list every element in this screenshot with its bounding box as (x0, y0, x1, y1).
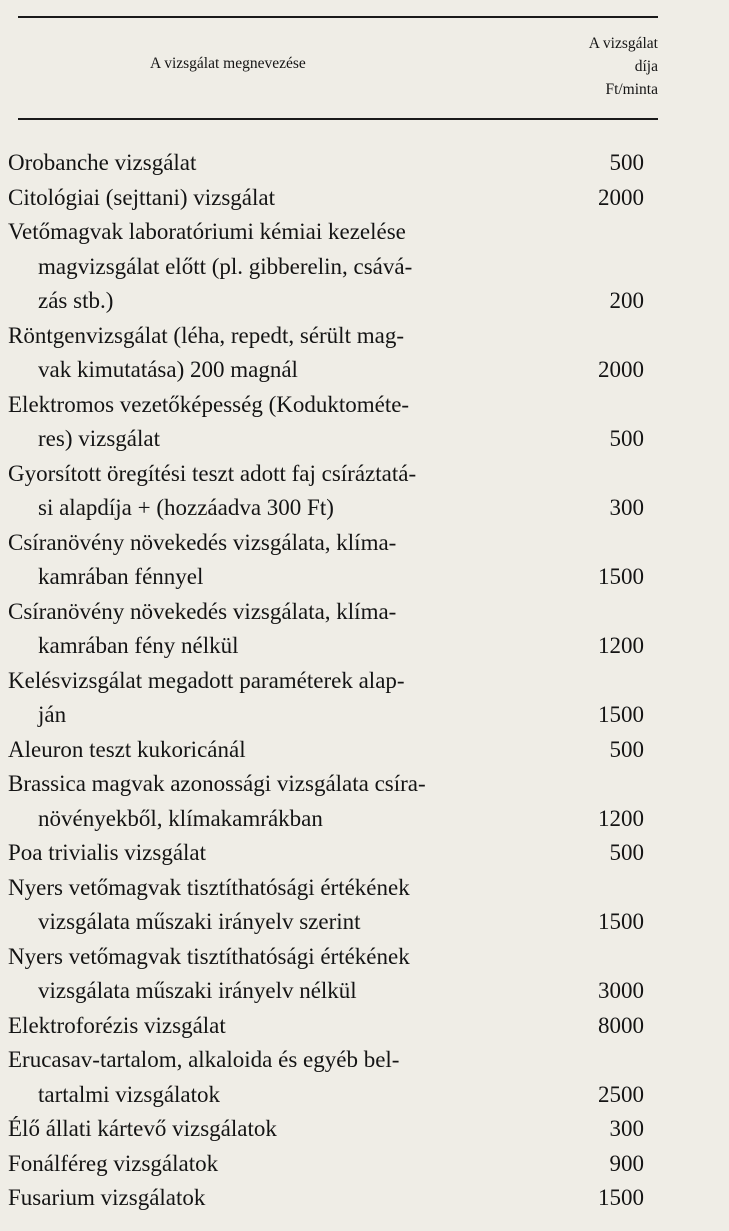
table-row (0, 595, 729, 664)
table-row (0, 733, 729, 768)
test-name-line: Vetőmagvak laboratóriumi kémiai kezelése (8, 219, 406, 244)
test-fee: 1500 (598, 909, 644, 934)
column-header-fee-line: Ft/minta (605, 81, 658, 98)
test-name-line: ján (38, 702, 67, 727)
column-header-name: A vizsgálat megnevezése (150, 55, 306, 72)
test-name-line: res) vizsgálat (38, 426, 160, 451)
test-name-line: Kelésvizsgálat megadott paraméterek alap- (8, 667, 405, 693)
test-name-line: Röntgenvizsgálat (léha, repedt, sérült mag- (8, 322, 404, 348)
test-name-line: Csíranövény növekedés vizsgálata, klíma- (8, 598, 397, 624)
table-row (0, 940, 729, 1009)
test-fee: 8000 (598, 1012, 644, 1038)
test-name (8, 146, 528, 181)
test-fee: 200 (609, 288, 644, 313)
test-fee: 1500 (598, 564, 644, 589)
test-name (8, 1009, 528, 1044)
test-name (8, 836, 528, 871)
test-name-line: Fusarium vizsgálatok (8, 1185, 206, 1210)
test-name-line: Elektromos vezetőképesség (Koduktométe- (8, 391, 410, 417)
test-name-line: Brassica magvak azonossági vizsgálata csíra- (8, 771, 426, 796)
table-row (0, 1043, 729, 1112)
test-name (8, 767, 528, 836)
test-name (8, 1043, 528, 1112)
test-name-line: kamrában fénnyel (38, 564, 204, 589)
table-row (0, 836, 729, 871)
header-bottom-rule (18, 118, 658, 120)
table-row (0, 526, 729, 595)
test-fee: 500 (609, 736, 644, 762)
test-name-line: vizsgálata műszaki irányelv nélkül (38, 978, 357, 1003)
header-top-rule (18, 16, 658, 18)
test-name-line: Nyers vetőmagvak tisztíthatósági értékének (8, 874, 410, 900)
table-row (0, 319, 729, 388)
table-row (0, 1147, 729, 1182)
table-row (0, 1009, 729, 1044)
test-name (8, 595, 528, 664)
test-name (8, 664, 528, 733)
test-name-line: vak kimutatása) 200 magnál (38, 357, 298, 382)
test-name-line: Erucasav-tartalom, alkaloida és egyéb bel- (8, 1047, 400, 1072)
column-header-fee-line: díja (634, 58, 658, 75)
test-name-line: növényekből, klímakamrákban (38, 805, 323, 831)
test-fee: 300 (609, 495, 644, 520)
column-header-fee-line: A vizsgálat (588, 35, 658, 52)
test-name (8, 388, 528, 457)
test-fee: 1200 (598, 805, 644, 831)
test-name-line: kamrában fény nélkül (38, 633, 239, 658)
test-fee: 500 (609, 150, 644, 175)
test-fee: 2000 (598, 357, 644, 382)
table-row (0, 664, 729, 733)
test-name (8, 457, 528, 526)
test-name-line: Fonálféreg vizsgálatok (8, 1150, 219, 1176)
test-fee: 900 (609, 1150, 644, 1176)
test-name-line: Aleuron teszt kukoricánál (8, 736, 246, 762)
test-fee: 1500 (598, 702, 644, 727)
test-name-line: Gyorsított öregítési teszt adott faj csíráztatá- (8, 460, 417, 486)
test-name-line: Orobanche vizsgálat (8, 150, 197, 175)
test-name (8, 733, 528, 768)
table-row (0, 146, 729, 181)
test-fee: 300 (609, 1116, 644, 1141)
test-name (8, 215, 528, 319)
test-fee: 2500 (598, 1081, 644, 1107)
test-fee: 500 (609, 840, 644, 865)
test-name-line: Elektroforézis vizsgálat (8, 1012, 226, 1038)
table-row (0, 181, 729, 216)
test-fee: 500 (609, 426, 644, 451)
table-row (0, 388, 729, 457)
table-row (0, 1112, 729, 1147)
test-name-line: Csíranövény növekedés vizsgálata, klíma- (8, 529, 397, 555)
column-header-fee (548, 32, 658, 101)
test-name-line: si alapdíja + (hozzáadva 300 Ft) (38, 495, 334, 520)
test-fee: 3000 (598, 978, 644, 1003)
test-name (8, 319, 528, 388)
test-name-line: Nyers vetőmagvak tisztíthatósági értékének (8, 943, 410, 969)
test-fee: 1200 (598, 633, 644, 658)
test-fee: 1500 (598, 1185, 644, 1210)
price-table (0, 146, 729, 1216)
test-name (8, 1147, 528, 1182)
test-name (8, 871, 528, 940)
table-row (0, 215, 729, 319)
table-row (0, 767, 729, 836)
test-name-line: Poa trivialis vizsgálat (8, 840, 207, 865)
test-name (8, 1181, 528, 1216)
table-row (0, 1181, 729, 1216)
test-name (8, 526, 528, 595)
test-fee: 2000 (598, 184, 644, 210)
test-name-line: vizsgálata műszaki irányelv szerint (38, 909, 361, 934)
test-name (8, 940, 528, 1009)
table-row (0, 457, 729, 526)
test-name-line: Élő állati kártevő vizsgálatok (8, 1116, 277, 1141)
test-name-line: Citológiai (sejttani) vizsgálat (8, 184, 275, 210)
test-name-line: magvizsgálat előtt (pl. gibberelin, csává- (38, 253, 413, 279)
test-name-line: zás stb.) (38, 288, 114, 313)
table-row (0, 871, 729, 940)
test-name (8, 181, 528, 216)
test-name-line: tartalmi vizsgálatok (38, 1081, 221, 1107)
test-name (8, 1112, 528, 1147)
